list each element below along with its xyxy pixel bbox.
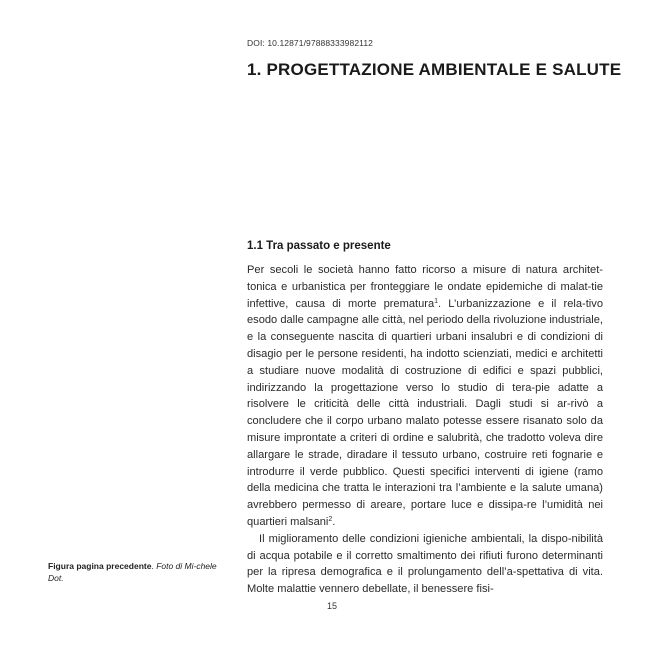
paragraph-1-text-b: . L’urbanizzazione e il rela-tivo esodo dalle campagne alle città, nel periodo della rivoluzione industriale, e la conseguente nascita di quartieri urbani insalubri e di condizioni di disagio per le persone residenti, ha indotto scienziati, medici e architetti a studiare nuove modalità di costruzione di edifici e spazi pubblici, indirizzando la progettazione verso lo studio di tera-pie adatte a risolvere le criticità delle città industriali. Dagli studi si ar-rivò a concludere che il corpo urbano malato potesse essere risanato solo da misure improntate a criteri di ordine e salubrità, che tradotto voleva dire allargare le strade, diradare il tessuto urbano, costruire reti fognarie e introdurre il verde pubblico. Questi specifici interventi di igiene (ramo della medicina che tratta le interazioni tra l’ambiente e la salute umana) avrebbero permesso di areare, portare luce e dissipa-re l’umidità nei quartieri malsani [247, 297, 603, 528]
body-text [247, 262, 603, 598]
caption-label: Figura pagina precedente [48, 561, 152, 571]
caption-separator: . [151, 561, 157, 571]
paragraph-1 [247, 262, 603, 531]
caption-text: Foto di Mi-chele Dot. [48, 561, 217, 583]
paragraph-2: Il miglioramento delle condizioni igieniche ambientali, la dispo-nibilità di acqua potabile e il corretto smaltimento dei rifiuti furono determinanti per la ripresa demografica e il prolungamento dell’a-spettativa di vita. Molte malattie vennero debellate, il benessere fisi- [247, 532, 603, 596]
section-heading: 1.1 Tra passato e presente [247, 240, 391, 252]
chapter-title: 1. PROGETTAZIONE AMBIENTALE E SALUTE [247, 60, 622, 79]
footnote-ref-2[interactable]: 2 [328, 515, 333, 523]
doi-reference: DOI: 10.12871/97888333982112 [247, 38, 373, 48]
paragraph-1-text-a: Per secoli le società hanno fatto ricorso a misure di natura architet-tonica e urbanistica per fronteggiare le ondate epidemiche di malat-tie infettive, causa di morte prematura [247, 264, 603, 310]
footnote-ref-1[interactable]: 1 [434, 297, 439, 305]
page-number: 15 [327, 601, 338, 611]
paragraph-1-text-c: . [332, 515, 336, 528]
figure-caption [48, 560, 223, 584]
